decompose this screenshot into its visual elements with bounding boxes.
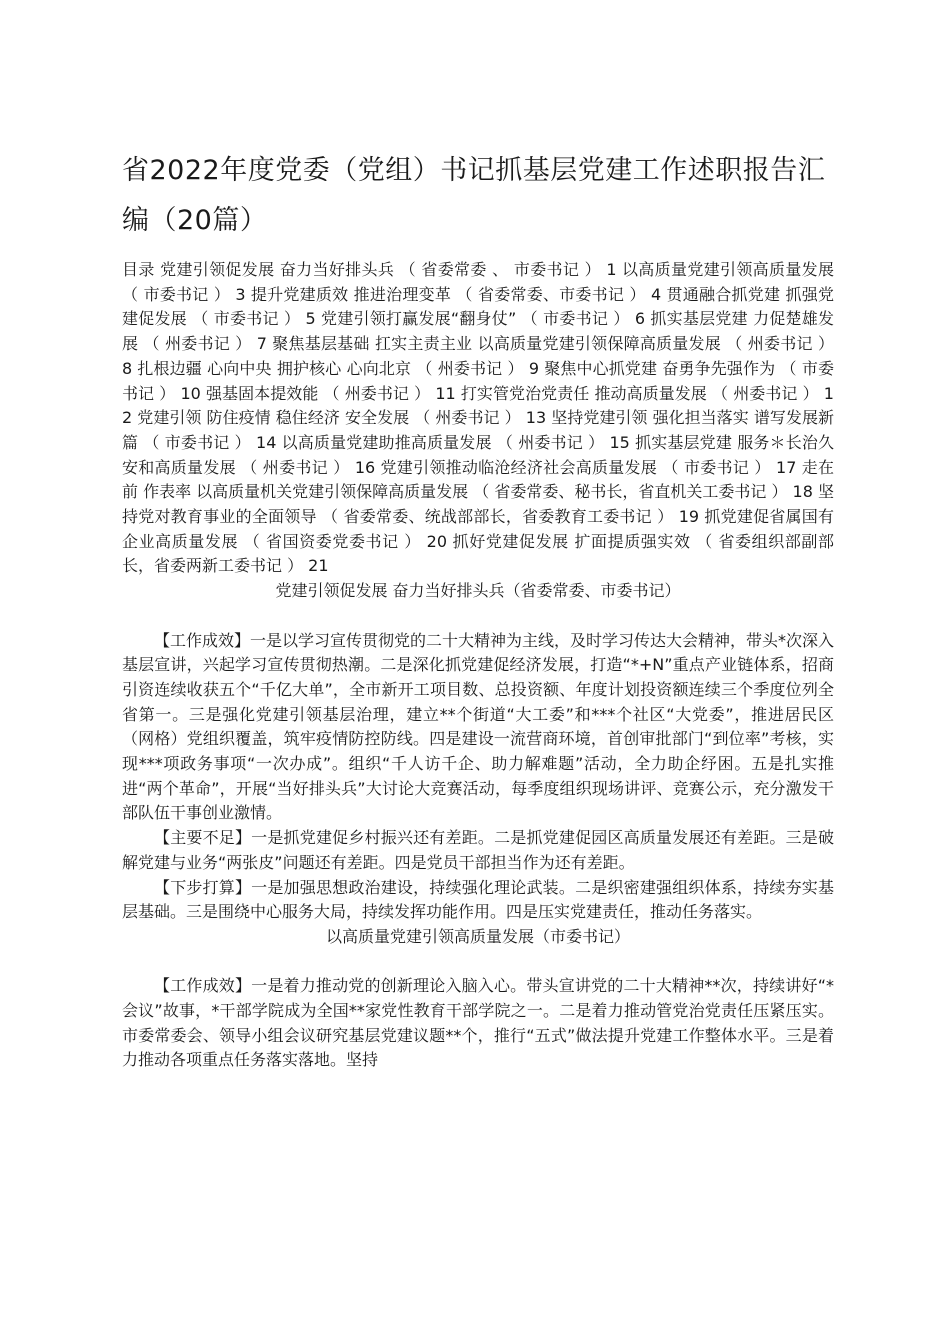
section-heading-2: 以高质量党建引领高质量发展（市委书记）: [325, 926, 630, 946]
paragraph-work-results-2: 【工作成效】一是着力推动党的创新理论入脑入心。带头宣讲党的二十大精神**次，持续讲好“*会议”故事，*干部学院成为全国**家党性教育干部学院之一。二是着力推动管党治党责任压紧压实。市委常委会、领导小组会议研究基层党建议题**个，推行“五式”做法提升党建工作整体水平。三是着力推动各项重点任务落实落地。坚持: [122, 976, 834, 1070]
spacer: [122, 950, 834, 975]
spacer: [122, 604, 834, 629]
paragraph-work-results-1: 【工作成效】一是以学习宣传贯彻党的二十大精神为主线，及时学习传达大会精神，带头*次深入基层宣讲，兴起学习宣传贯彻热潮。二是深化抓党建促经济发展，打造“*+N”重点产业链体系，招商引资连续收获五个“千亿大单”，全市新开工项目数、总投资额、年度计划投资额连续三个季度位列全省第一。三是强化党建引领基层治理，建立**个街道“大工委”和***个社区“大党委”，推进居民区（网格）党组织覆盖，筑牢疫情防控防线。四是建设一流营商环境，首创审批部门“到位率”考核，实现***项政务事项“一次办成”。组织“千人访千企、助力解难题”活动，全力助企纾困。五是扎实推进“两个革命”，开展“当好排头兵”大讨论大竞赛活动，每季度组织现场讲评、竞赛公示，充分激发干部队伍干事创业激情。: [122, 630, 835, 823]
paragraph-shortcomings-1: 【主要不足】一是抓党建促乡村振兴还有差距。二是抓党建促园区高质量发展还有差距。三是破解党建与业务“两张皮”问题还有差距。四是党员干部担当作为还有差距。: [122, 828, 834, 872]
table-of-contents: 目录 党建引领促发展 奋力当好排头兵 （ 省委常委 、 市委书记 ） 1 以高质量党建引领高质量发展 （ 市委书记 ） 3 提升党建质效 推进治理变革 （ 省委常委、市委书记 ） 4 贯通融合抓党建 抓强党建促发展 （ 市委书记 ） 5 党建引领打赢发展“翻身仗” （ 市委书记 ） 6 抓实基层党建 力促楚雄发展 （ 州委书记 ） 7 聚焦基层基础 扛实主责主业 以高质量党建引领保障高质量发展 （ 州委书记 ） 8 扎根边疆 心向中央 拥护核心 心向北京 （ 州委书记 ） 9 聚焦中心抓党建 奋勇争先强作为 （ 市委书记 ） 10 强基固本提效能 （ 州委书记 ） 11 打实管党治党责任 推动高质量发展 （ 州委书记 ） 12 党建引领 防住疫情 稳住经济 安全发展 （ 州委书记 ） 13 坚持党建引领 强化担当落实 谱写发展新篇 （ 市委书记 ） 14 以高质量党建助推高质量发展 （ 州委书记 ） 15 抓实基层党建 服务＊长治久安和高质量发展 （ 州委书记 ） 16 党建引领推动临沧经济社会高质量发展 （ 市委书记 ） 17 走在前 作表率 以高质量机关党建引领保障高质量发展 （ 省委常委、秘书长，省直机关工委书记 ） 18 坚持党对教育事业的全面领导 （ 省委常委、统战部部长，省委教育工委书记 ） 19 抓党建促省属国有企业高质量发展 （ 省国资委党委书记 ） 20 抓好党建促发展 扩面提质强实效 （ 省委组织部副部长，省委两新工委书记 ） 21: [122, 260, 834, 576]
paragraph-next-plan-1: 【下步打算】一是加强思想政治建设，持续强化理论武装。二是织密建强组织体系，持续夯实基层基础。三是围绕中心服务大局，持续发挥功能作用。四是压实党建责任，推动任务落实。: [122, 877, 834, 922]
document-title: 省2022年度党委（党组）书记抓基层党建工作述职报告汇编（20篇）: [122, 155, 826, 236]
section-heading-1: 党建引领促发展 奋力当好排头兵（省委常委、市委书记）: [275, 581, 681, 601]
document-page: [122, 146, 834, 1073]
